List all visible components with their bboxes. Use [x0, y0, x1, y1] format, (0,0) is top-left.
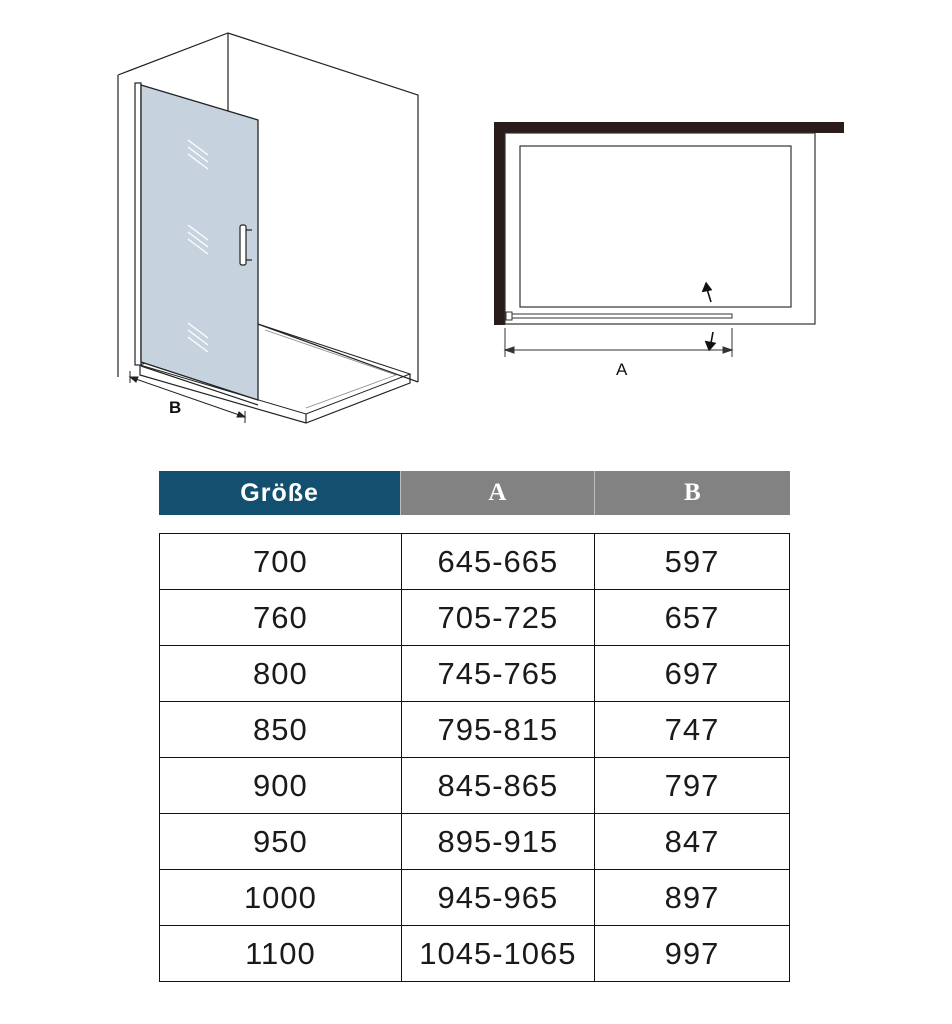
table-body	[159, 533, 790, 982]
cell-b: 747	[594, 702, 789, 757]
cell-b: 847	[594, 814, 789, 869]
cell-b: 597	[594, 534, 789, 589]
table-row	[160, 870, 789, 926]
wall-profile	[135, 83, 141, 365]
back-wall	[494, 122, 844, 133]
dimension-a	[505, 328, 732, 357]
dimension-b-label: B	[169, 398, 182, 417]
table-row	[160, 926, 789, 982]
cell-size: 800	[253, 655, 308, 691]
cell-b: 997	[594, 926, 789, 981]
shower-plan-drawing	[480, 110, 850, 360]
cell-size: 900	[253, 767, 308, 803]
cell-size: 950	[253, 823, 308, 859]
cell-a: 795-815	[401, 702, 594, 757]
glass-panel-plan	[506, 314, 732, 318]
arrow-icon	[705, 332, 716, 351]
table-row	[160, 534, 789, 590]
cell-a: 745-765	[401, 646, 594, 701]
side-wall	[494, 122, 505, 325]
cell-a: 1045-1065	[401, 926, 594, 981]
cell-size: 760	[253, 599, 308, 635]
shower-tray-outer	[505, 133, 815, 324]
cell-size: 700	[253, 543, 308, 579]
cell-a: 895-915	[401, 814, 594, 869]
cell-a: 945-965	[401, 870, 594, 925]
dimension-a-label: A	[616, 360, 628, 379]
header-a: A	[400, 471, 593, 515]
cell-a: 645-665	[401, 534, 594, 589]
cell-b: 697	[594, 646, 789, 701]
cell-a: 845-865	[401, 758, 594, 813]
cell-size: 1000	[243, 879, 317, 915]
header-size: Größe	[159, 471, 400, 515]
header-b: B	[594, 471, 790, 515]
table-row	[160, 702, 789, 758]
cell-size: 850	[253, 711, 308, 747]
wall-profile-plan	[506, 312, 512, 320]
cell-size: 1100	[245, 935, 316, 971]
table-header	[159, 471, 790, 515]
cell-b: 657	[594, 590, 789, 645]
shower-tray-inner	[520, 146, 791, 307]
cell-b: 797	[594, 758, 789, 813]
cell-a: 705-725	[401, 590, 594, 645]
table-row	[160, 646, 789, 702]
arrow-icon	[702, 282, 712, 302]
table-row	[160, 814, 789, 870]
table-row	[160, 758, 789, 814]
table-row	[160, 590, 789, 646]
shower-3d-drawing	[100, 25, 430, 425]
cell-b: 897	[594, 870, 789, 925]
size-table	[159, 471, 790, 982]
